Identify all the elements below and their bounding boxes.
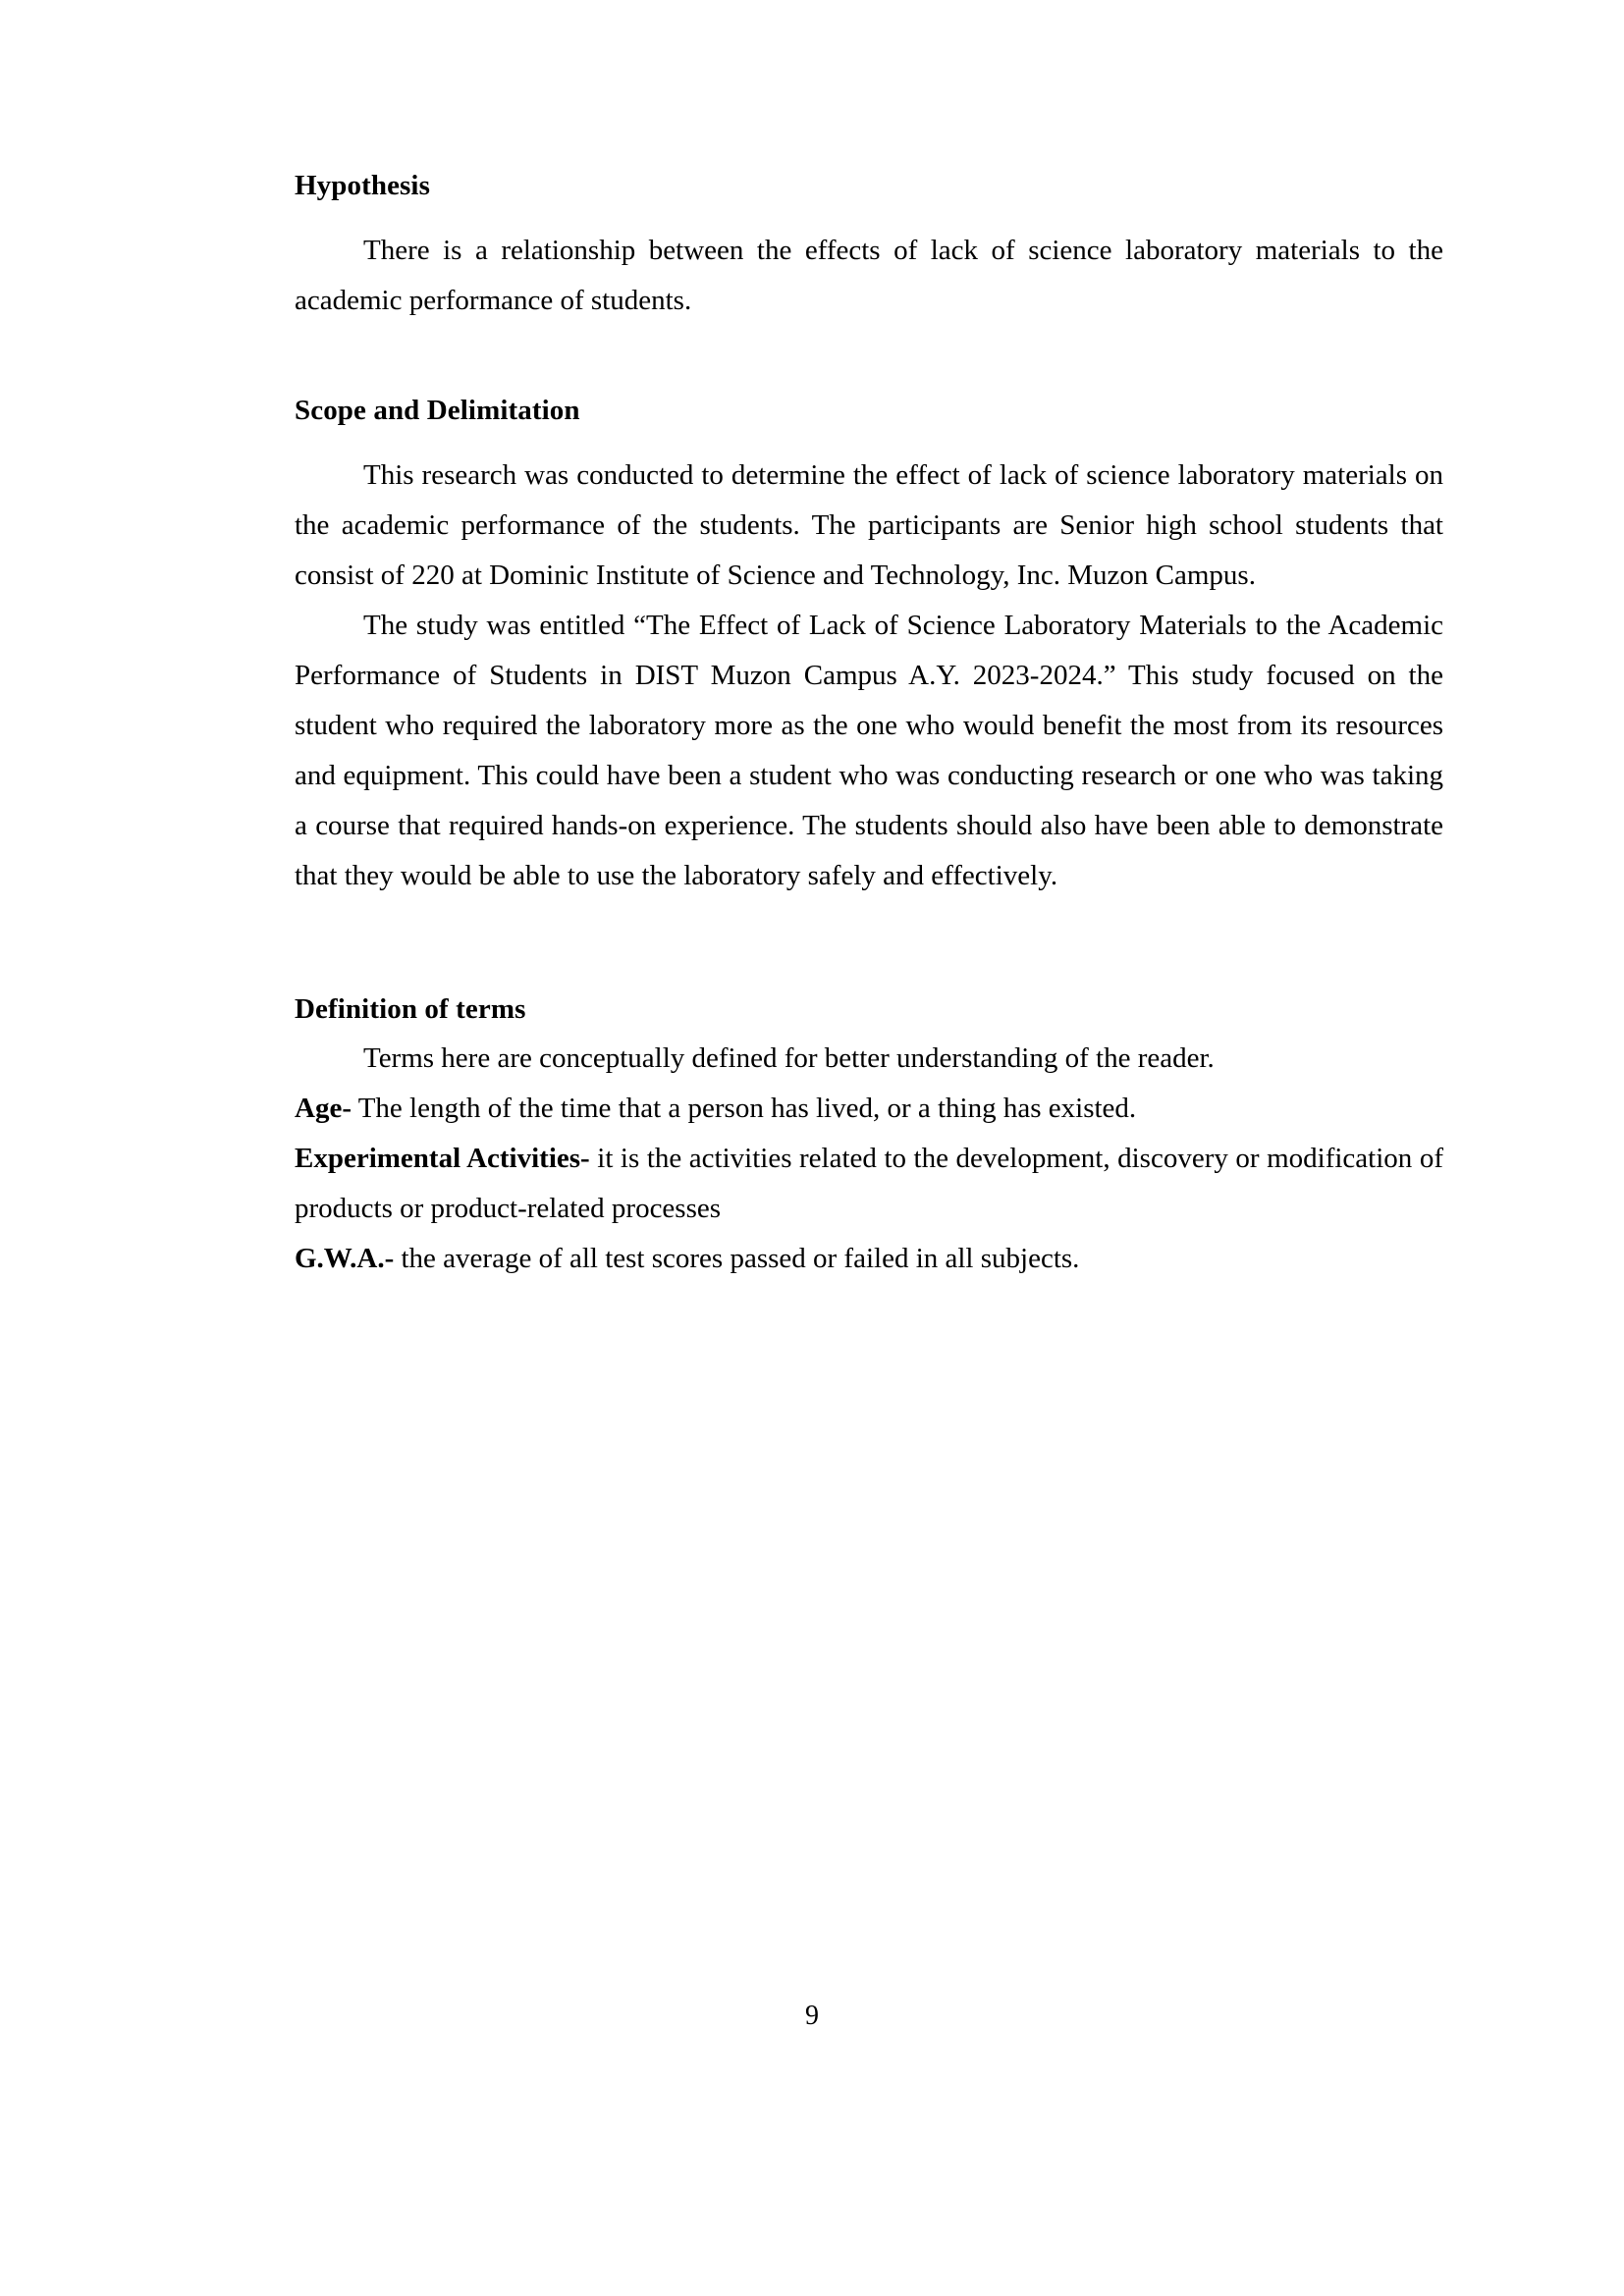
hypothesis-paragraph: There is a relationship between the effects of lack of science laboratory materials to the academic performance of students. — [295, 235, 1443, 316]
term-definition-experimental-activities: it is the activities related to the development, discovery or modification of products or product-related processes — [295, 1143, 1443, 1224]
scope-paragraph-2: The study was entitled “The Effect of Lack of Science Laboratory Materials to the Academic Performance of Students in DIST Muzon Campus A.Y. 2023-2024.” This study focused on the student who required the laboratory more as the one who would benefit the most from its resources and equipment. This could have been a student who was conducting research or one who was taking a course that required hands-on experience. The students should also have been able to demonstrate that they would be able to use the laboratory safely and effectively. — [295, 610, 1443, 891]
term-label-age: Age- — [295, 1093, 352, 1124]
page-number: 9 — [805, 2001, 819, 2031]
page-content — [295, 172, 1443, 1284]
term-label-experimental-activities: Experimental Activities- — [295, 1143, 590, 1174]
section-heading-hypothesis: Hypothesis — [295, 170, 430, 201]
scope-paragraph-1: This research was conducted to determine the effect of lack of science laboratory materials on the academic performance of the students. The participants are Senior high school students that consist of 220 at Dominic Institute of Science and Technology, Inc. Muzon Campus. — [295, 459, 1443, 591]
section-heading-definition-of-terms: Definition of terms — [295, 993, 526, 1025]
definition-intro-paragraph: Terms here are conceptually defined for better understanding of the reader. — [363, 1042, 1215, 1074]
term-definition-age: The length of the time that a person has lived, or a thing has existed. — [351, 1093, 1137, 1124]
term-definition-gwa: the average of all test scores passed or failed in all subjects. — [394, 1243, 1080, 1274]
spacer — [295, 326, 1443, 397]
term-label-gwa: G.W.A.- — [295, 1243, 395, 1274]
definition-term-experimental-activities — [295, 1134, 1443, 1234]
definition-term-age — [295, 1084, 1443, 1134]
spacer — [295, 425, 1443, 451]
definition-term-gwa — [295, 1234, 1443, 1284]
section-heading-scope-and-delimitation: Scope and Delimitation — [295, 395, 580, 426]
spacer — [295, 901, 1443, 995]
spacer — [295, 200, 1443, 226]
spacer — [295, 1024, 1443, 1034]
